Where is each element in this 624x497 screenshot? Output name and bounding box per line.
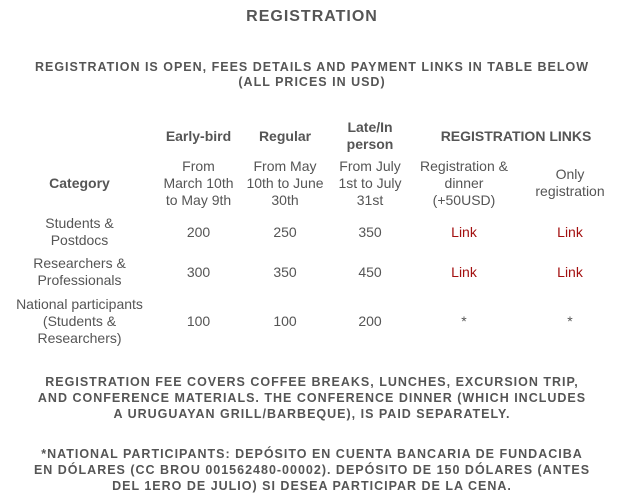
registration-dinner-header bbox=[410, 154, 518, 212]
option-line: Registration & bbox=[420, 157, 508, 174]
category-line: Researchers & bbox=[33, 255, 126, 271]
table-row bbox=[2, 292, 622, 350]
fee-coverage-note bbox=[0, 374, 624, 422]
option-line: (+50USD) bbox=[432, 191, 496, 208]
header-early-bird: Early-bird bbox=[165, 127, 232, 144]
only-link-cell bbox=[518, 252, 622, 292]
page-title: REGISTRATION bbox=[246, 8, 378, 25]
intro-text bbox=[0, 60, 624, 90]
note-line: DEL 1ERO DE JULIO) SI DESEA PARTICIPAR DE LA CENA. bbox=[112, 479, 512, 493]
date-line: March 10th bbox=[163, 174, 234, 191]
early-bird-price: 100 bbox=[186, 312, 211, 329]
early-bird-price: 300 bbox=[186, 263, 211, 280]
only-registration-header bbox=[518, 154, 622, 212]
option-line: dinner bbox=[444, 174, 484, 191]
date-line: to May 9th bbox=[165, 191, 232, 208]
table-header-row bbox=[2, 118, 622, 154]
empty-header-cell bbox=[2, 118, 157, 154]
header-late bbox=[330, 118, 410, 154]
national-participants-note bbox=[0, 446, 624, 494]
header-regular: Regular bbox=[258, 127, 312, 144]
date-line: 10th to June bbox=[246, 174, 324, 191]
header-category: Category bbox=[49, 174, 110, 191]
note-line: EN DÓLARES (CC BROU 001562480-00002). DEPÓSITO DE 150 DÓLARES (ANTES bbox=[33, 463, 591, 477]
date-line: From May bbox=[253, 157, 317, 174]
date-line: 31st bbox=[356, 191, 384, 208]
dinner-link-cell bbox=[410, 252, 518, 292]
category-cell bbox=[2, 292, 157, 350]
date-line: 30th bbox=[271, 191, 299, 208]
header-late-line: Late/In bbox=[347, 119, 393, 135]
option-line: Only bbox=[555, 166, 585, 182]
intro-line: (ALL PRICES IN USD) bbox=[238, 75, 386, 89]
header-registration-links: REGISTRATION LINKS bbox=[440, 127, 592, 144]
table-row bbox=[2, 252, 622, 292]
late-price: 350 bbox=[358, 223, 382, 240]
category-cell bbox=[2, 212, 157, 252]
note-line: REGISTRATION FEE COVERS COFFEE BREAKS, LUNCHES, EXCURSION TRIP, bbox=[45, 375, 579, 389]
registration-dinner-link[interactable]: Link bbox=[451, 223, 477, 240]
regular-price: 350 bbox=[273, 263, 297, 280]
intro-line: REGISTRATION IS OPEN, FEES DETAILS AND PAYMENT LINKS IN TABLE BELOW bbox=[34, 60, 590, 74]
fees-table bbox=[2, 118, 622, 350]
registration-dinner-link[interactable]: Link bbox=[451, 263, 477, 280]
note-line: A URUGUAYAN GRILL/BARBEQUE), IS PAID SEPARATELY. bbox=[113, 407, 511, 421]
category-line: National participants bbox=[16, 295, 143, 312]
only-registration-link[interactable]: Link bbox=[557, 263, 583, 280]
note-line: AND CONFERENCE MATERIALS. THE CONFERENCE DINNER (WHICH INCLUDES bbox=[37, 391, 587, 405]
header-late-line: person bbox=[346, 136, 394, 152]
dinner-link-cell bbox=[410, 212, 518, 252]
early-bird-dates bbox=[157, 154, 240, 212]
category-line: Postdocs bbox=[50, 232, 109, 248]
regular-dates bbox=[240, 154, 330, 212]
date-line: From bbox=[182, 157, 215, 174]
category-line: Researchers) bbox=[37, 329, 122, 346]
note-line: *NATIONAL PARTICIPANTS: DEPÓSITO EN CUENTA BANCARIA DE FUNDACIBA bbox=[41, 447, 583, 461]
category-line: Professionals bbox=[37, 272, 122, 288]
dinner-asterisk: * bbox=[461, 312, 467, 329]
late-price: 200 bbox=[358, 312, 382, 329]
only-asterisk: * bbox=[567, 312, 573, 329]
table-row bbox=[2, 212, 622, 252]
early-bird-price: 200 bbox=[186, 223, 211, 240]
regular-price: 250 bbox=[273, 223, 297, 240]
only-registration-link[interactable]: Link bbox=[557, 223, 583, 240]
late-price: 450 bbox=[358, 263, 382, 280]
date-line: 1st to July bbox=[338, 174, 402, 191]
category-cell bbox=[2, 252, 157, 292]
late-dates bbox=[330, 154, 410, 212]
category-line: (Students & bbox=[42, 312, 117, 329]
regular-price: 100 bbox=[273, 312, 297, 329]
category-line: Students & bbox=[45, 215, 114, 231]
only-link-cell bbox=[518, 212, 622, 252]
date-line: From July bbox=[339, 157, 401, 174]
table-subheader-row bbox=[2, 154, 622, 212]
option-line: registration bbox=[535, 183, 605, 199]
